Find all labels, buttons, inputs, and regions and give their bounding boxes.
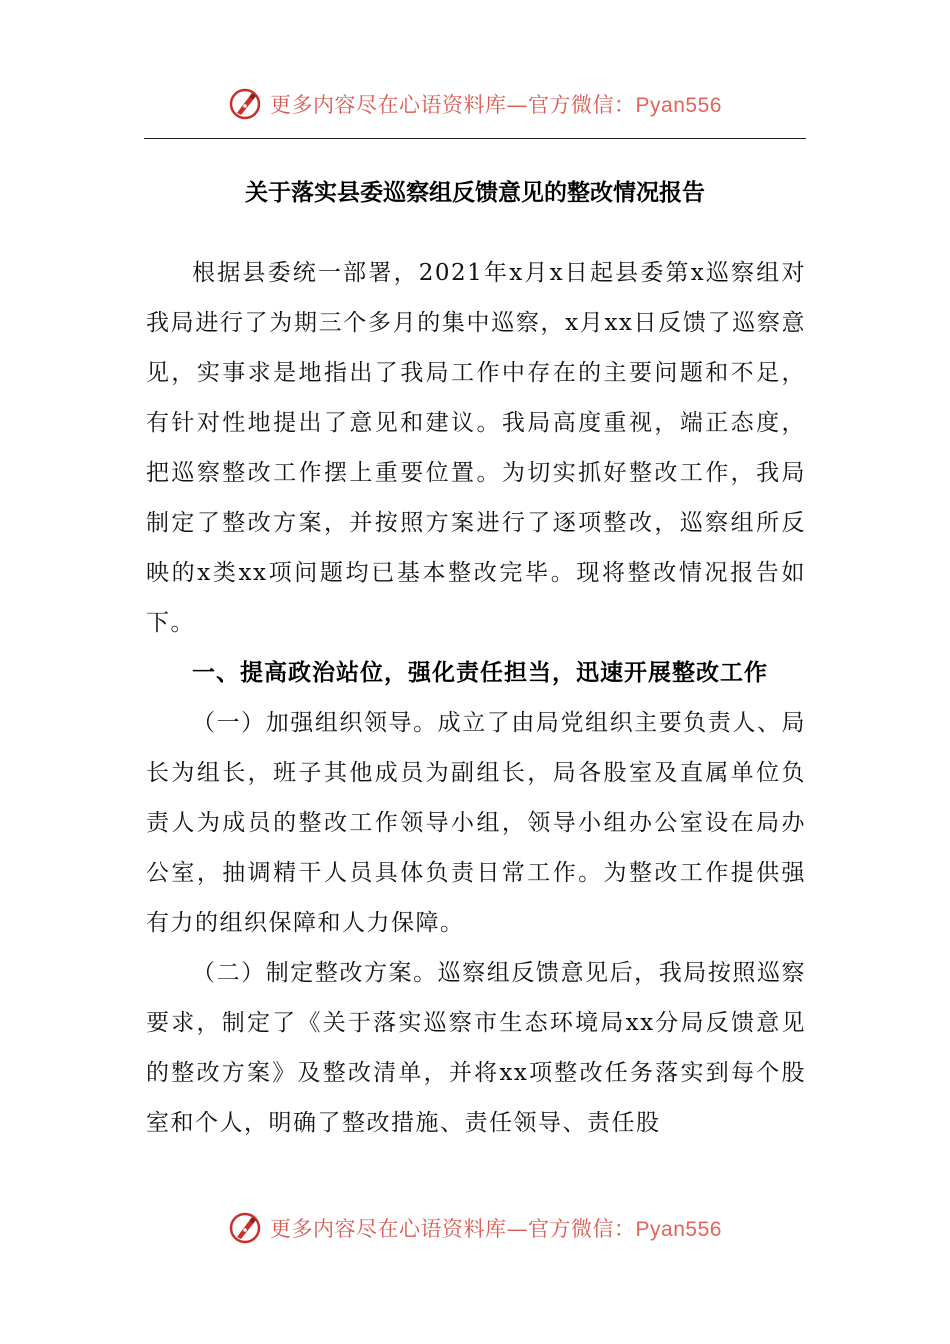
- watermark-text: 更多内容尽在心语资料库—官方微信：Pyan556: [270, 93, 722, 117]
- intro-paragraph: 根据县委统一部署，2021年x月x日起县委第x巡察组对我局进行了为期三个多月的集中巡察，x月xx日反馈了巡察意见，实事求是地指出了我局工作中存在的主要问题和不足，有针对性地提出了意见和建议。我局高度重视，端正态度，把巡察整改工作摆上重要位置。为切实抓好整改工作，我局制定了整改方案，并按照方案进行了逐项整改，巡察组所反映的x类xx项问题均已基本整改完毕。现将整改情况报告如下。: [146, 260, 806, 636]
- watermark-handle: Pyan556: [635, 1218, 722, 1241]
- watermark-handle: Pyan556: [635, 94, 722, 117]
- document-title: 关于落实县委巡察组反馈意见的整改情况报告: [245, 179, 705, 206]
- watermark-text: 更多内容尽在心语资料库—官方微信：Pyan556: [270, 1217, 722, 1241]
- section-item-paragraph: （二）制定整改方案。巡察组反馈意见后，我局按照巡察要求，制定了《关于落实巡察市生态环境局xx分局反馈意见的整改方案》及整改清单，并将xx项整改任务落实到每个股室和个人，明确了整改措施、责任领导、责任股: [146, 960, 806, 1136]
- header-divider: [144, 138, 806, 139]
- pen-nib-logo-icon: [228, 1211, 262, 1245]
- section-heading: 一、提高政治站位，强化责任担当，迅速开展整改工作: [192, 660, 768, 686]
- document-body: [146, 248, 806, 1148]
- footer-watermark: [0, 1208, 950, 1248]
- pen-nib-logo-icon: [228, 87, 262, 121]
- header-watermark: [0, 84, 950, 124]
- section-item-paragraph: （一）加强组织领导。成立了由局党组织主要负责人、局长为组长，班子其他成员为副组长，局各股室及直属单位负责人为成员的整改工作领导小组，领导小组办公室设在局办公室，抽调精干人员具体负责日常工作。为整改工作提供强有力的组织保障和人力保障。: [146, 710, 806, 936]
